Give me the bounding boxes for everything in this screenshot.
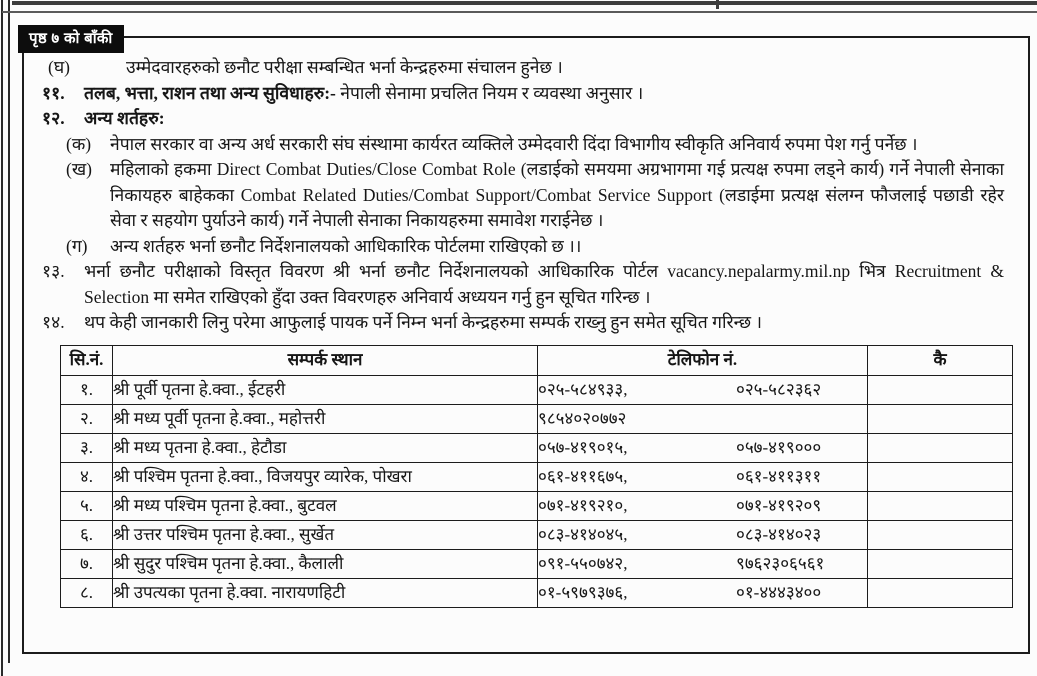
table-row (61, 578, 1013, 607)
phone-secondary: ०७१-४१९२०९ (736, 495, 822, 515)
item-13-text: भर्ना छनौट परीक्षाको विस्तृत विवरण श्री भर्ना छनौट निर्देशनालयको आधिकारिक पोर्टल vacancy.nepalarmy.mil.np भित्र Recruitment & Selection मा समेत राखिएको हुँदा उक्त विवरणहरु अनिवार्य अध्ययन गर्नु हुन सूचित गरिन्छ । (84, 261, 1004, 307)
cell-phones (538, 462, 868, 491)
cell-serial: ४. (61, 462, 113, 491)
item-12 (38, 106, 1004, 132)
table-row (61, 520, 1013, 549)
phone-primary: ०८३-४१४०४५, (538, 524, 628, 544)
cell-phones (538, 520, 868, 549)
cell-phones (538, 549, 868, 578)
cell-phones (538, 433, 868, 462)
cell-place: श्री उपत्यका पृतना हे.क्वा. नारायणहिटी (113, 578, 538, 607)
clause-kha (38, 157, 1004, 234)
clause-gha-text: उम्मेदवारहरुको छनौट परीक्षा सम्बन्धित भर्ना केन्द्रहरुमा संचालन हुनेछ । (126, 57, 563, 77)
item-12-number: १२. (42, 108, 65, 128)
item-11-heading: तलब, भत्ता, राशन तथा अन्य सुविधाहरु:- (84, 82, 336, 103)
phone-primary: ०९१-५५०७४२, (538, 553, 628, 573)
phone-primary: ९८५४०२०७७२ (538, 408, 627, 428)
clause-kha-text: महिलाको हकमा Direct Combat Duties/Close Combat Role (लडाईको समयमा अग्रभागमा गई प्रत्यक्ष रुपमा लड्ने कार्य) गर्ने नेपाली सेनाका निकायहरु बाहेकका Combat Related Duties/Combat Support/Combat Service Support (लडाईमा प्रत्यक्ष संलग्न फौजलाई पछाडी रहेर सेवा र सहयोग पुर्याउने कार्य) गर्ने नेपाली सेनाका निकायहरुमा समावेश गराईनेछ । (110, 159, 1004, 230)
cell-remark (868, 404, 1013, 433)
clause-ka-text: नेपाल सरकार वा अन्य अर्ध सरकारी संघ संस्थामा कार्यरत व्यक्तिले उम्मेदवारी दिंदा विभागीय स्वीकृति अनिवार्य रुपमा पेश गर्नु पर्नेछ । (110, 133, 918, 154)
item-13-number: १३. (42, 261, 65, 281)
table-row (61, 549, 1013, 578)
phone-secondary: ०१-४४४३४०० (736, 582, 822, 602)
cell-serial: ३. (61, 433, 113, 462)
cell-remark (868, 375, 1013, 404)
cell-phones (538, 491, 868, 520)
table-row (61, 433, 1013, 462)
previous-section-column-stub (716, 0, 719, 9)
phone-primary: ०५७-४१९०१५, (538, 437, 628, 457)
cell-remark (868, 433, 1013, 462)
page-left-edge-outer (1, 0, 3, 676)
phone-primary: ०७१-४१९२१०, (538, 495, 628, 515)
item-11 (38, 81, 1004, 107)
notice-body (24, 38, 1028, 608)
item-11-text (84, 81, 1004, 107)
previous-section-bottom-border (12, 1, 1037, 5)
cell-phones (538, 404, 868, 433)
item-11-rest: नेपाली सेनामा प्रचलित नियम र व्यवस्था अनुसार । (335, 82, 644, 103)
header-telephone: टेलिफोन नं. (538, 345, 868, 375)
phone-secondary: ०६१-४११३११ (736, 466, 822, 486)
cell-serial: ५. (61, 491, 113, 520)
clause-ka-marker: (क) (66, 133, 92, 154)
phone-primary: ०६१-४११६७५, (538, 466, 628, 486)
page-continuation-tab: पृष्ठ ७ को बाँकी (18, 25, 124, 53)
item-14-number: १४. (42, 312, 65, 332)
clause-gha (38, 55, 1004, 81)
cell-place: श्री मध्य पश्चिम पृतना हे.क्वा., बुटवल (113, 491, 538, 520)
header-remarks: कै (868, 345, 1013, 375)
phone-secondary: ०२५-५८२३६२ (736, 379, 822, 399)
cell-serial: २. (61, 404, 113, 433)
item-12-heading: अन्य शर्तहरु: (84, 108, 165, 128)
table-row (61, 375, 1013, 404)
section-divider-line (2, 11, 1037, 13)
cell-place: श्री सुदुर पश्चिम पृतना हे.क्वा., कैलाली (113, 549, 538, 578)
phone-primary: ०१-५९७९३७६, (538, 582, 628, 602)
table-row (61, 462, 1013, 491)
cell-remark (868, 549, 1013, 578)
clause-ga-marker: (ग) (66, 235, 88, 256)
item-14 (38, 310, 1004, 336)
cell-place: श्री उत्तर पश्चिम पृतना हे.क्वा., सुर्खेत (113, 520, 538, 549)
cell-place: श्री पूर्वी पृतना हे.क्वा., ईटहरी (113, 375, 538, 404)
cell-serial: ६. (61, 520, 113, 549)
cell-place: श्री पश्चिम पृतना हे.क्वा., विजयपुर व्यारेक, पोखरा (113, 462, 538, 491)
cell-remark (868, 520, 1013, 549)
clause-ka (38, 132, 1004, 158)
clause-ga (38, 234, 1004, 260)
table-header-row (61, 345, 1013, 375)
phone-secondary: ०८३-४१४०२३ (736, 524, 822, 544)
contact-centers-table (60, 345, 1013, 608)
cell-remark (868, 491, 1013, 520)
cell-phones (538, 578, 868, 607)
cell-serial: ७. (61, 549, 113, 578)
cell-remark (868, 578, 1013, 607)
cell-phones (538, 375, 868, 404)
item-14-text: थप केही जानकारी लिनु परेमा आफुलाई पायक पर्ने निम्न भर्ना केन्द्रहरुमा सम्पर्क राख्नु हुन समेत सूचित गरिन्छ । (84, 312, 762, 332)
clause-gha-marker: (घ) (48, 57, 70, 77)
table-row (61, 491, 1013, 520)
table-row (61, 404, 1013, 433)
cell-remark (868, 462, 1013, 491)
cell-serial: १. (61, 375, 113, 404)
clause-ga-text: अन्य शर्तहरु भर्ना छनौट निर्देशनालयको आधिकारिक पोर्टलमा राखिएको छ ।। (110, 235, 582, 256)
cell-serial: ८. (61, 578, 113, 607)
item-13 (38, 259, 1004, 310)
phone-secondary: ०५७-४१९००० (736, 437, 822, 457)
cell-place: श्री मध्य पृतना हे.क्वा., हेटौडा (113, 433, 538, 462)
notice-frame (22, 30, 1030, 654)
clause-kha-marker: (ख) (66, 159, 92, 179)
phone-secondary: ९७६२३०६५६१ (736, 553, 825, 573)
page-left-edge-inner (8, 0, 10, 663)
phone-primary: ०२५-५८४९३३, (538, 379, 628, 399)
header-serial-number: सि.नं. (61, 345, 113, 375)
item-11-number: ११. (42, 82, 65, 103)
cell-place: श्री मध्य पूर्वी पृतना हे.क्वा., महोत्तरी (113, 404, 538, 433)
header-contact-place: सम्पर्क स्थान (113, 345, 538, 375)
